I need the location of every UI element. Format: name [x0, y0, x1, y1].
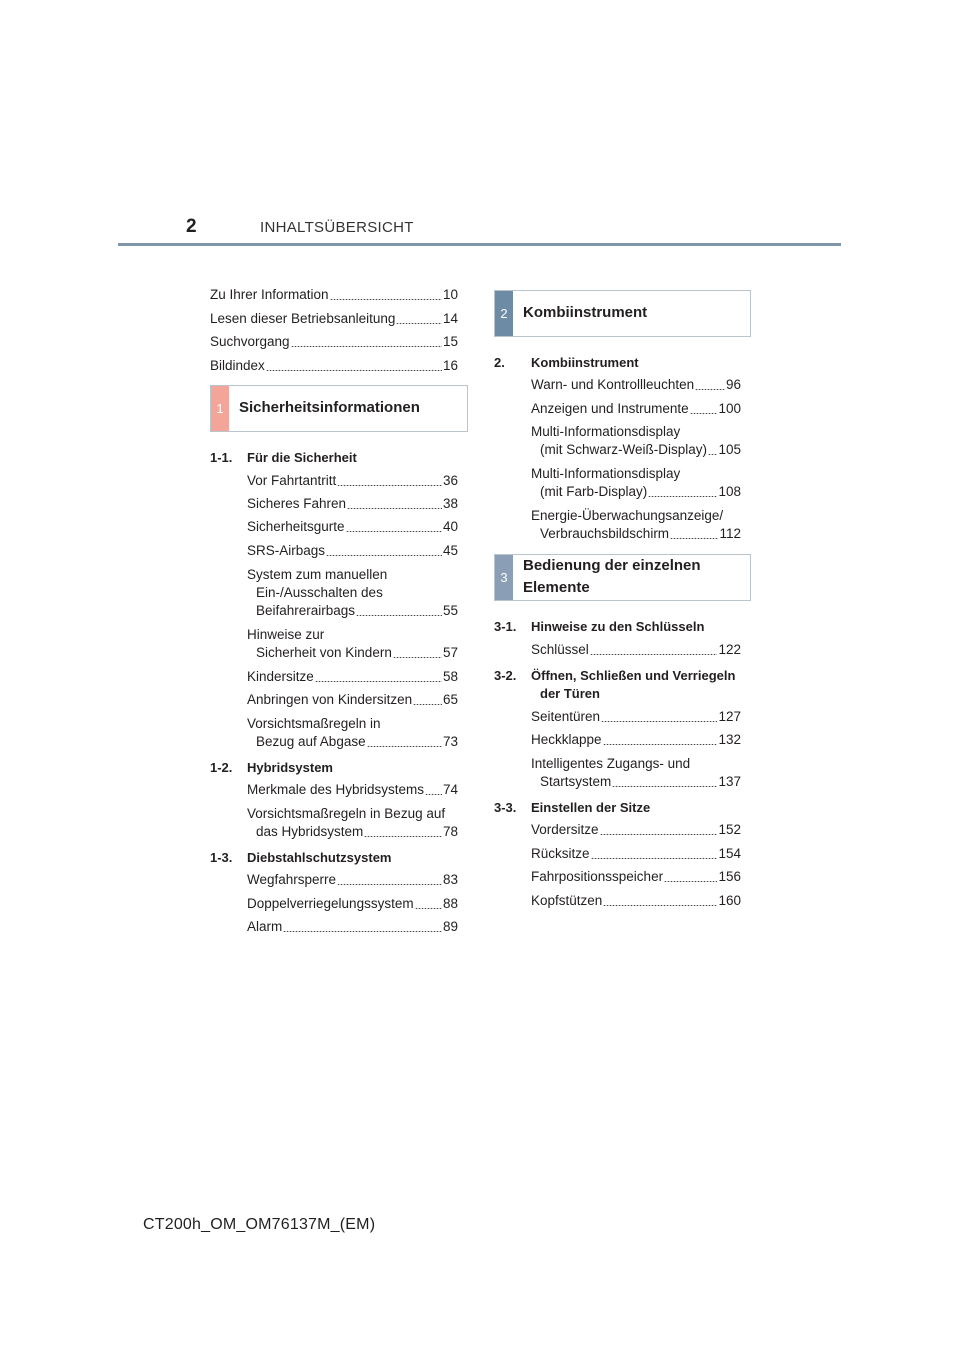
- section-number: 3-3.: [494, 800, 517, 815]
- toc-entry-page-number: 100: [718, 401, 741, 416]
- toc-entry-label: Beifahrerairbags: [256, 603, 356, 618]
- toc-leader-dots: [337, 884, 442, 885]
- toc-entry-label: Seitentüren: [531, 709, 601, 724]
- section-title-text: Kombiinstrument: [531, 355, 639, 370]
- section-number: 1-3.: [210, 850, 233, 865]
- toc-entry-hybrid-vorsicht-line1: Vorsichtsmaßregeln in Bezug auf: [247, 806, 446, 821]
- toc-entry-label: Sicherheitsgurte: [247, 519, 345, 534]
- toc-entry-kopfstuetzen[interactable]: [531, 892, 741, 910]
- chapter-2-title: Kombiinstrument: [523, 304, 648, 321]
- section-title-text: Einstellen der Sitze: [531, 800, 651, 815]
- toc-entry-srs-airbags[interactable]: [247, 542, 458, 560]
- chapter-1-tab: 1: [211, 386, 229, 431]
- section-3-1-heading: [494, 618, 704, 636]
- toc-entry-label: Anzeigen und Instrumente: [531, 401, 689, 416]
- section-title-text: Hinweise zu den Schlüsseln: [531, 619, 705, 634]
- toc-entry-label: Suchvorgang: [210, 334, 290, 349]
- section-2-heading: [494, 354, 639, 372]
- toc-entry-label: Vordersitze: [531, 822, 599, 837]
- toc-entry-page-number: 78: [442, 824, 458, 839]
- toc-entry-page-number: 160: [718, 893, 741, 908]
- toc-entry-system-manuell-line1: System zum manuellen: [247, 567, 388, 582]
- toc-entry-page-number: 55: [442, 603, 458, 618]
- toc-entry-anzeigen-instrumente[interactable]: [531, 400, 741, 418]
- toc-entry-anbringen-von-kindersitzen[interactable]: [247, 691, 458, 709]
- toc-entry-label: Rücksitze: [531, 846, 590, 861]
- toc-entry-page-number: 96: [725, 377, 741, 392]
- toc-entry-page-number: 83: [442, 872, 458, 887]
- toc-entry-beifahrerairbags[interactable]: [256, 602, 458, 620]
- toc-entry-page-number: 105: [718, 442, 741, 457]
- toc-entry-page-number: 15: [442, 334, 458, 349]
- toc-entry-page-number: 65: [442, 692, 458, 707]
- toc-entry-page-number: 58: [442, 669, 458, 684]
- toc-entry-sicheres-fahren[interactable]: [247, 495, 458, 513]
- toc-entry-startsystem[interactable]: [540, 773, 741, 791]
- toc-leader-dots: [708, 454, 717, 455]
- toc-entry-label: Lesen dieser Betriebsanleitung: [210, 311, 396, 326]
- toc-leader-dots: [266, 370, 442, 371]
- toc-entry-page-number: 152: [718, 822, 741, 837]
- toc-leader-dots: [326, 555, 442, 556]
- chapter-1-header[interactable]: [210, 385, 468, 432]
- toc-entry-label: Schlüssel: [531, 642, 589, 657]
- toc-entry-mid-sw-line1: Multi-Informationsdisplay: [531, 424, 681, 439]
- toc-entry-page-number: 74: [442, 782, 458, 797]
- toc-entry-label: Alarm: [247, 919, 283, 934]
- toc-leader-dots: [291, 346, 442, 347]
- toc-entry-label: Startsystem: [540, 774, 612, 789]
- chapter-2-header[interactable]: [494, 290, 751, 337]
- chapter-3-header[interactable]: [494, 554, 751, 601]
- page-header: [0, 0, 960, 250]
- toc-entry-bildindex[interactable]: [210, 357, 458, 375]
- chapter-3-title-line2: Elemente: [523, 579, 590, 596]
- toc-entry-page-number: 10: [442, 287, 458, 302]
- toc-entry-seitentueren[interactable]: [531, 708, 741, 726]
- toc-entry-label: SRS-Airbags: [247, 543, 326, 558]
- toc-entry-verbrauchsbildschirm[interactable]: [540, 525, 741, 543]
- toc-entry-page-number: 16: [442, 358, 458, 373]
- toc-entry-page-number: 137: [718, 774, 741, 789]
- toc-entry-label: das Hybridsystem: [256, 824, 364, 839]
- toc-leader-dots: [393, 657, 442, 658]
- toc-entry-page-number: 154: [718, 846, 741, 861]
- toc-entry-alarm[interactable]: [247, 918, 458, 936]
- toc-entry-label: Wegfahrsperre: [247, 872, 337, 887]
- toc-leader-dots: [356, 615, 442, 616]
- toc-entry-doppelverriegelungssystem[interactable]: [247, 895, 458, 913]
- toc-entry-zu-ihrer-information[interactable]: [210, 286, 458, 304]
- toc-entry-label: Warn- und Kontrollleuchten: [531, 377, 695, 392]
- toc-entry-page-number: 57: [442, 645, 458, 660]
- toc-entry-label: Vor Fahrtantritt: [247, 473, 337, 488]
- toc-entry-intelligentes-line1: Intelligentes Zugangs- und: [531, 756, 691, 771]
- toc-entry-page-number: 132: [718, 732, 741, 747]
- toc-leader-dots: [690, 413, 718, 414]
- toc-leader-dots: [364, 836, 442, 837]
- toc-entry-page-number: 108: [718, 484, 741, 499]
- section-1-3-heading: [210, 849, 392, 867]
- toc-entry-vordersitze[interactable]: [531, 821, 741, 839]
- toc-entry-lesen-dieser-betriebsanleitung[interactable]: [210, 310, 458, 328]
- toc-entry-label: Bezug auf Abgase: [256, 734, 366, 749]
- toc-entry-hinweise-zur-line1: Hinweise zur: [247, 627, 325, 642]
- toc-entry-page-number: 14: [442, 311, 458, 326]
- toc-entry-label: Verbrauchsbildschirm: [540, 526, 670, 541]
- toc-entry-label: Kopfstützen: [531, 893, 603, 908]
- section-title-text: Diebstahlschutzsystem: [247, 850, 392, 865]
- toc-entry-label: Sicheres Fahren: [247, 496, 347, 511]
- toc-entry-page-number: 89: [442, 919, 458, 934]
- toc-entry-page-number: 127: [718, 709, 741, 724]
- toc-leader-dots: [670, 538, 718, 539]
- toc-leader-dots: [337, 485, 442, 486]
- toc-entry-energie-line1: Energie-Überwachungsanzeige/: [531, 508, 724, 523]
- section-number: 1-2.: [210, 760, 233, 775]
- toc-leader-dots: [413, 704, 442, 705]
- section-3-2-heading-line2: der Türen: [540, 686, 600, 701]
- toc-leader-dots: [590, 654, 718, 655]
- toc-leader-dots: [664, 881, 717, 882]
- toc-entry-warn-kontrollleuchten[interactable]: [531, 376, 741, 394]
- toc-entry-label: (mit Schwarz-Weiß-Display): [540, 442, 708, 457]
- toc-leader-dots: [601, 721, 717, 722]
- toc-entry-page-number: 38: [442, 496, 458, 511]
- toc-entry-label: Bildindex: [210, 358, 265, 373]
- toc-entry-page-number: 156: [718, 869, 741, 884]
- toc-entry-label: Zu Ihrer Information: [210, 287, 329, 302]
- toc-leader-dots: [315, 681, 442, 682]
- chapter-3-title-line1: Bedienung der einzelnen: [523, 557, 701, 574]
- section-number: 1-1.: [210, 450, 233, 465]
- page-number: 2: [186, 216, 197, 237]
- toc-entry-page-number: 88: [442, 896, 458, 911]
- toc-entry-page-number: 73: [442, 734, 458, 749]
- toc-leader-dots: [330, 299, 442, 300]
- toc-leader-dots: [283, 931, 442, 932]
- section-title-text: Öffnen, Schließen und Verriegeln: [531, 668, 736, 683]
- toc-entry-label: Fahrpositionsspeicher: [531, 869, 664, 884]
- toc-leader-dots: [425, 794, 442, 795]
- toc-entry-kindersitze[interactable]: [247, 668, 458, 686]
- toc-entry-das-hybridsystem[interactable]: [256, 823, 458, 841]
- toc-entry-ruecksitze[interactable]: [531, 845, 741, 863]
- toc-entry-sicherheitsgurte[interactable]: [247, 518, 458, 536]
- section-1-1-heading: [210, 449, 357, 467]
- toc-entry-label: Doppelverriegelungssystem: [247, 896, 414, 911]
- section-1-2-heading: [210, 759, 333, 777]
- toc-leader-dots: [591, 858, 718, 859]
- toc-entry-suchvorgang[interactable]: [210, 333, 458, 351]
- toc-entry-page-number: 122: [718, 642, 741, 657]
- toc-entry-abgase-line1: Vorsichtsmaßregeln in: [247, 716, 381, 731]
- toc-entry-vor-fahrtantritt[interactable]: [247, 472, 458, 490]
- chapter-1-title: Sicherheitsinformationen: [239, 399, 420, 416]
- section-title-text: Hybridsystem: [247, 760, 333, 775]
- toc-entry-page-number: 112: [719, 526, 741, 541]
- toc-entry-label: Anbringen von Kindersitzen: [247, 692, 413, 707]
- toc-entry-page-number: 45: [442, 543, 458, 558]
- section-title: INHALTSÜBERSICHT: [260, 219, 414, 236]
- section-number: 3-1.: [494, 619, 517, 634]
- toc-entry-label: Kindersitze: [247, 669, 314, 684]
- toc-entry-sicherheit-von-kindern[interactable]: [256, 644, 458, 662]
- toc-leader-dots: [346, 531, 442, 532]
- toc-leader-dots: [415, 908, 442, 909]
- toc-entry-bezug-auf-abgase[interactable]: [256, 733, 458, 751]
- toc-leader-dots: [603, 744, 718, 745]
- toc-leader-dots: [396, 323, 442, 324]
- toc-entry-schluessel[interactable]: [531, 641, 741, 659]
- section-number: 3-2.: [494, 668, 517, 683]
- toc-leader-dots: [648, 496, 717, 497]
- section-3-3-heading: [494, 799, 650, 817]
- section-3-2-heading: [494, 667, 735, 685]
- toc-entry-mid-farb-line1: Multi-Informationsdisplay: [531, 466, 681, 481]
- toc-leader-dots: [600, 834, 718, 835]
- section-number: 2.: [494, 355, 505, 370]
- toc-entry-wegfahrsperre[interactable]: [247, 871, 458, 889]
- toc-entry-merkmale-hybridsystem[interactable]: [247, 781, 458, 799]
- toc-leader-dots: [695, 389, 725, 390]
- toc-entry-page-number: 40: [442, 519, 458, 534]
- toc-entry-fahrpositionsspeicher[interactable]: [531, 868, 741, 886]
- chapter-2-tab: 2: [495, 291, 513, 336]
- header-rule: [118, 243, 841, 246]
- toc-entry-system-manuell-line2: Ein-/Ausschalten des: [256, 585, 383, 600]
- toc-entry-mid-schwarz-weiss[interactable]: [540, 441, 741, 459]
- document-code: CT200h_OM_OM76137M_(EM): [143, 1216, 376, 1233]
- toc-entry-label: Sicherheit von Kindern: [256, 645, 392, 660]
- toc-entry-label: Heckklappe: [531, 732, 602, 747]
- toc-entry-mid-farb-display[interactable]: [540, 483, 741, 501]
- toc-leader-dots: [612, 786, 717, 787]
- toc-leader-dots: [347, 508, 442, 509]
- toc-leader-dots: [603, 905, 717, 906]
- toc-entry-label: Merkmale des Hybridsystems: [247, 782, 425, 797]
- toc-entry-page-number: 36: [442, 473, 458, 488]
- toc-leader-dots: [367, 746, 442, 747]
- chapter-3-tab: 3: [495, 555, 513, 600]
- section-title-text: Für die Sicherheit: [247, 450, 357, 465]
- toc-entry-heckklappe[interactable]: [531, 731, 741, 749]
- toc-entry-label: (mit Farb-Display): [540, 484, 648, 499]
